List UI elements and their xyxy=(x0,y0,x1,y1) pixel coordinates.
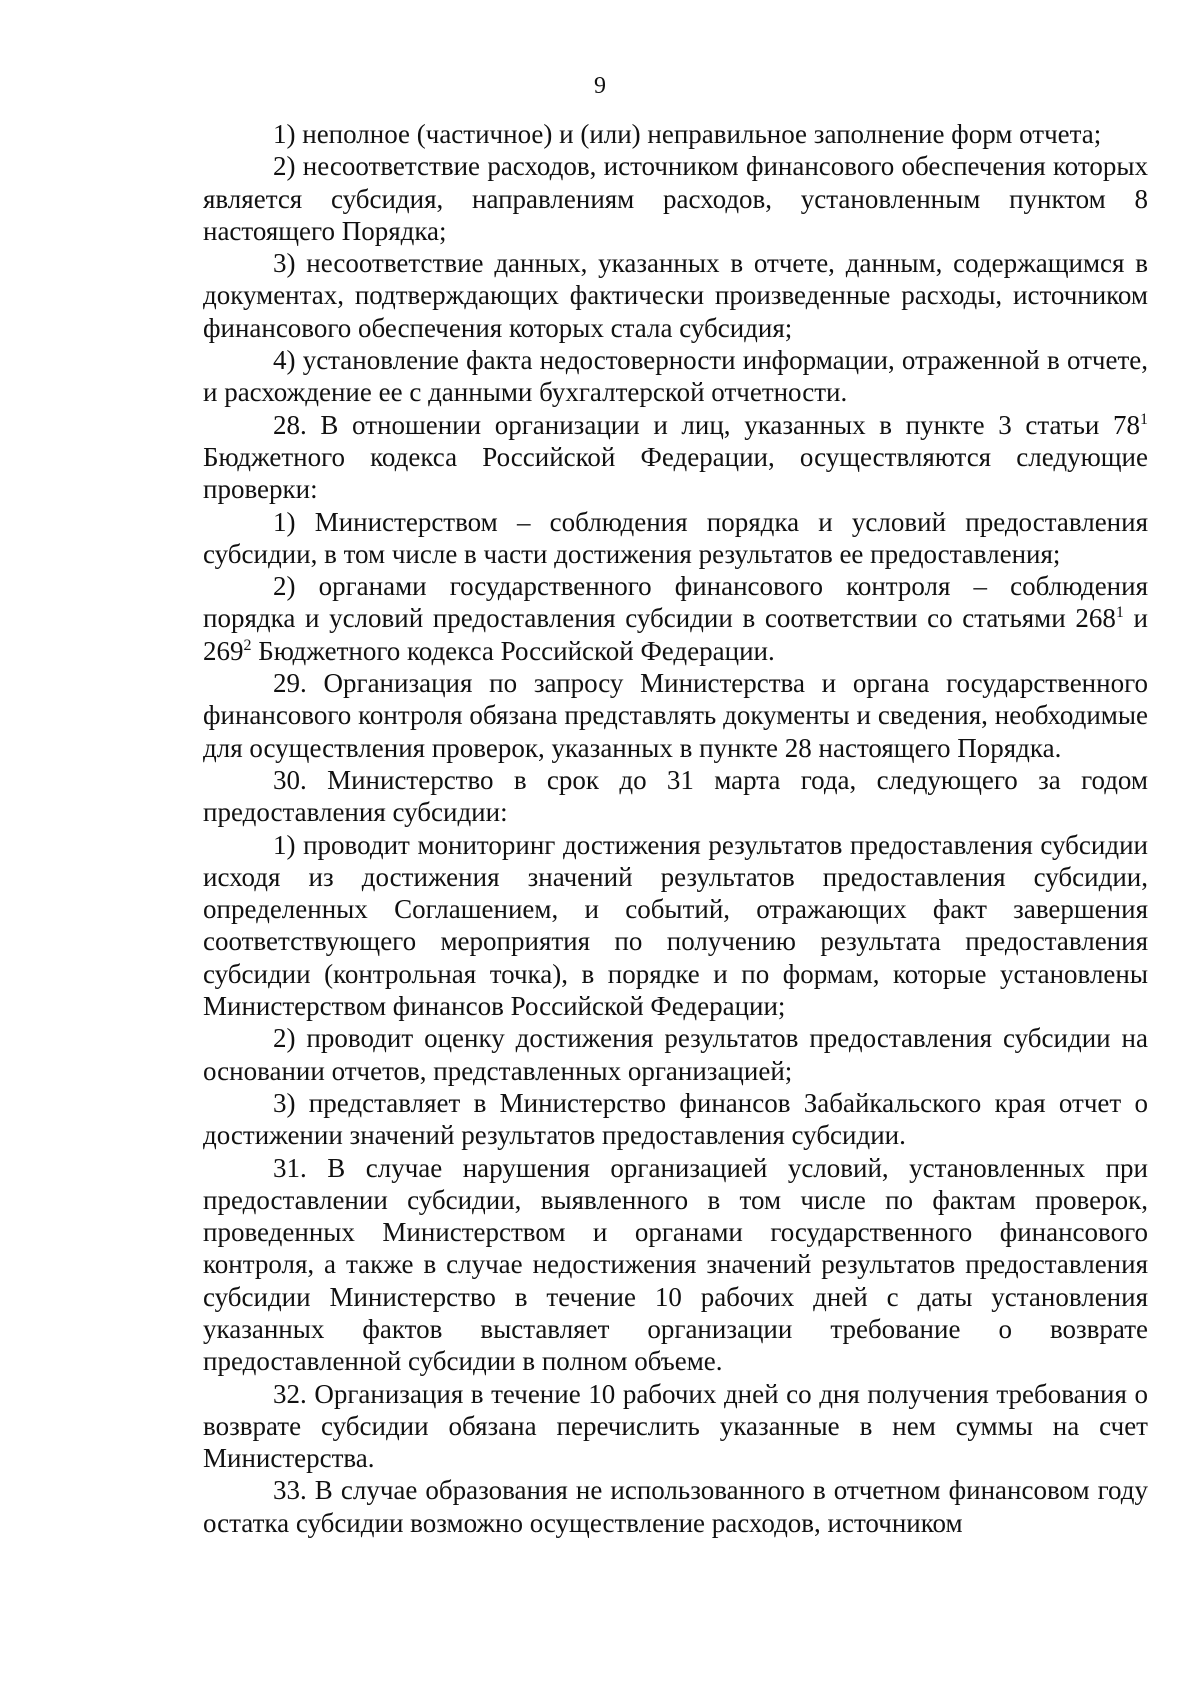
paragraph-28-text-2: Бюджетного кодекса Российской Федерации, осуществляются следующие проверки: xyxy=(203,441,1148,505)
paragraph-28-item-2-text-1: 2) органами государственного финансового контроля – соблюдения порядка и условий предоставления субсидии в соответствии со статьями 268 xyxy=(203,571,1148,634)
paragraph-33: 33. В случае образования не использованного в отчетном финансовом году остатка субсидии возможно осуществление расходов, источником xyxy=(203,1475,1148,1538)
paragraph-28-item-1: 1) Министерством – соблюдения порядка и условий предоставления субсидии, в том числе в части достижения результатов ее предоставления; xyxy=(203,506,1148,569)
paragraph-27-item-3: 3) несоответствие данных, указанных в отчете, данным, содержащимся в документах, подтверждающих фактически произведенные расходы, источником финансового обеспечения которых стала субсидия; xyxy=(203,248,1148,343)
paragraph-28 xyxy=(203,409,1148,506)
paragraph-27-item-1: 1) неполное (частичное) и (или) неправильное заполнение форм отчета; xyxy=(273,119,1102,149)
paragraph-31: 31. В случае нарушения организацией условий, установленных при предоставлении субсидии, выявленного в том числе по фактам проверок, проведенных Министерством и органами государственного финансового контроля, а также в случае недостижения значений результатов предоставления субсидии Министерство в течение 10 рабочих дней с даты установления указанных фактов выставляет организации требование о возврате предоставленной субсидии в полном объеме. xyxy=(203,1152,1148,1377)
paragraph-27-item-2: 2) несоответствие расходов, источником финансового обеспечения которых является субсидия, направлениям расходов, установленным пунктом 8 настоящего Порядка; xyxy=(203,151,1148,246)
paragraph-28-item-2-text-2: и 269 xyxy=(203,603,1148,666)
paragraph-27-item-4: 4) установление факта недостоверности информации, отраженной в отчете, и расхождение ее с данными бухгалтерской отчетности. xyxy=(203,345,1148,408)
superscript-1: 1 xyxy=(1140,410,1148,428)
paragraph-28-text-1: 28. В отношении организации и лиц, указанных в пункте 3 статьи 78 xyxy=(273,409,1140,440)
superscript-1: 1 xyxy=(1115,604,1124,622)
paragraph-30-item-1: 1) проводит мониторинг достижения результатов предоставления субсидии исходя из достижения значений результатов предоставления субсидии, определенных Соглашением, и событий, отражающих факт завершения соответствующего мероприятия по получению результата предоставления субсидии (контрольная точка), в порядке и по формам, которые установлены Министерством финансов Российской Федерации; xyxy=(203,829,1148,1022)
document-body xyxy=(203,118,1148,1539)
paragraph-30: 30. Министерство в срок до 31 марта года, следующего за годом предоставления субсидии: xyxy=(203,764,1148,828)
paragraph-28-item-2-text-3: Бюджетного кодекса Российской Федерации. xyxy=(251,635,775,666)
paragraph-30-item-3: 3) представляет в Министерство финансов Забайкальского края отчет о достижении значений результатов предоставления субсидии. xyxy=(203,1087,1148,1151)
page-number: 9 xyxy=(594,73,606,99)
paragraph-29: 29. Организация по запросу Министерства и органа государственного финансового контроля обязана представлять документы и сведения, необходимые для осуществления проверок, указанных в пункте 28 настоящего Порядка. xyxy=(203,668,1148,763)
paragraph-32: 32. Организация в течение 10 рабочих дней со дня получения требования о возврате субсидии обязана перечислить указанные в нем суммы на счет Министерства. xyxy=(203,1378,1148,1474)
paragraph-28-item-2 xyxy=(203,570,1148,667)
paragraph-30-item-2: 2) проводит оценку достижения результатов предоставления субсидии на основании отчетов, представленных организацией; xyxy=(203,1023,1148,1086)
superscript-2: 2 xyxy=(243,636,252,654)
